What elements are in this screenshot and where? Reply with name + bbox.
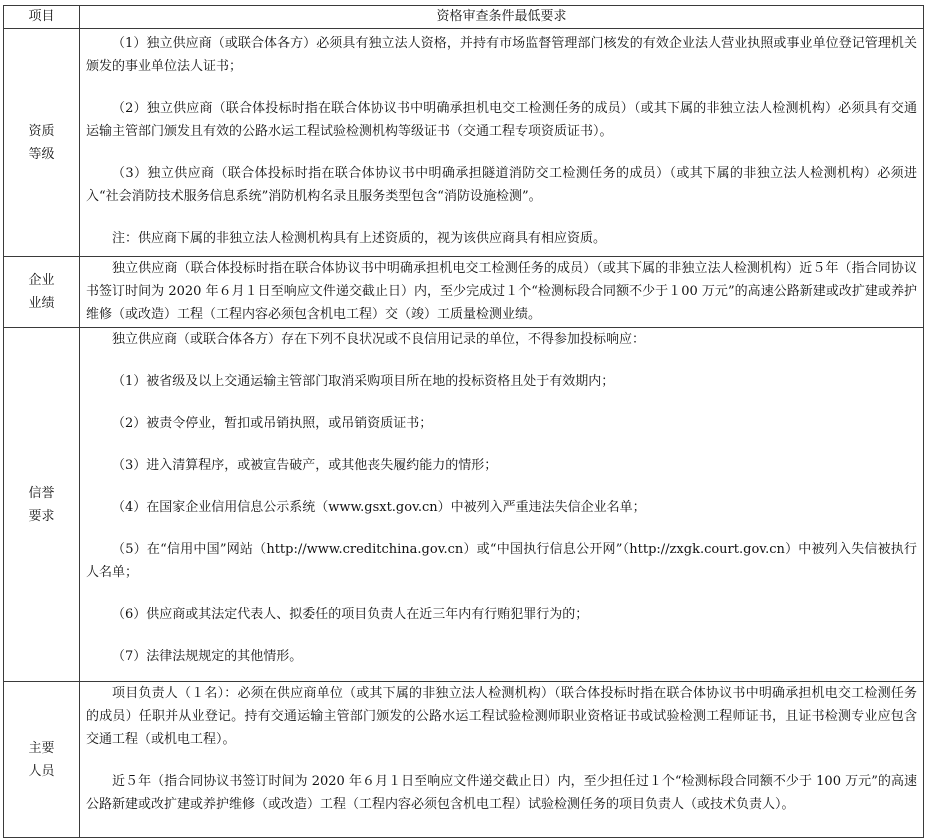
paragraph: （3）独立供应商（联合体投标时指在联合体协议书中明确承担隧道消防交工检测任务的成员）（或其下属的非独立法人检测机构）必须进入“社会消防技术服务信息系统”消防机构名录且服务类型包含“消防设施检测”。: [86, 166, 917, 204]
requirements-cell: [80, 682, 924, 838]
paragraph: （2）独立供应商（联合体投标时指在联合体协议书中明确承担机电交工检测任务的成员）（或其下属的非独立法人检测机构）必须具有交通运输主管部门颁发且有效的公路水运工程试验检测机构等级证书（交通工程专项资质证书）。: [86, 101, 917, 139]
header-item: 项目: [4, 6, 80, 29]
paragraph: （1）独立供应商（或联合体各方）必须具有独立法人资格，并持有市场监督管理部门核发的有效企业法人营业执照或事业单位登记管理机关颁发的事业单位法人证书；: [86, 36, 917, 74]
header-requirements: 资格审查条件最低要求: [80, 6, 924, 29]
item-cell: 主要 人员: [4, 682, 80, 838]
table-row-qualification: [4, 29, 924, 257]
paragraph: 独立供应商（联合体投标时指在联合体协议书中明确承担机电交工检测任务的成员）（或其下属的非独立法人检测机构）近５年（指合同协议书签订时间为 2020 年６月１日至响应文件递交截止日）内，至少完成过１个“检测标段合同额不少于１00 万元”的高速公路新建或改扩建或养护维修（或改造）工程（工程内容必须包含机电工程）交（竣）工质量检测业绩。: [86, 261, 917, 322]
table-header-row: [4, 6, 924, 29]
paragraph: （2）被责令停业，暂扣或吊销执照，或吊销资质证书；: [112, 416, 433, 431]
paragraph: 近５年（指合同协议书签订时间为 2020 年６月１日至响应文件递交截止日）内，至少担任过１个“检测标段合同额不少于 100 万元”的高速公路新建或改扩建或养护维修（或改造）工程（工程内容必须包含机电工程）试验检测任务的项目负责人（或技术负责人）。: [86, 774, 917, 812]
requirements-cell: [80, 29, 924, 257]
requirements-cell: [80, 328, 924, 682]
paragraph: 注：供应商下属的非独立法人检测机构具有上述资质的，视为该供应商具有相应资质。: [112, 231, 607, 246]
paragraph: （5）在“信用中国”网站（http://www.creditchina.gov.cn）或“中国执行信息公开网”（http://zxgk.court.gov.cn）中被列入失信被执行人名单；: [86, 542, 917, 580]
paragraph: （7）法律法规规定的其他情形。: [112, 649, 303, 664]
paragraph: （4）在国家企业信用信息公示系统（www.gsxt.gov.cn）中被列入严重违法失信企业名单；: [112, 500, 646, 515]
table-row-performance: [4, 257, 924, 328]
paragraph: （3）进入清算程序，或被宣告破产，或其他丧失履约能力的情形；: [112, 458, 498, 473]
item-cell: 信誉 要求: [4, 328, 80, 682]
qualification-table: [3, 5, 924, 838]
table-row-personnel: [4, 682, 924, 838]
paragraph: （6）供应商或其法定代表人、拟委任的项目负责人在近三年内有行贿犯罪行为的；: [112, 607, 589, 622]
item-cell: 资质 等级: [4, 29, 80, 257]
paragraph: 项目负责人（１名）：必须在供应商单位（或其下属的非独立法人检测机构）（联合体投标时指在联合体协议书中明确承担机电交工检测任务的成员）任职并从业登记。持有交通运输主管部门颁发的公路水运工程试验检测师职业资格证书或试验检测工程师证书，且证书检测专业应包含交通工程（或机电工程）。: [86, 686, 917, 747]
paragraph: （1）被省级及以上交通运输主管部门取消采购项目所在地的投标资格且处于有效期内；: [112, 374, 615, 389]
paragraph: 独立供应商（或联合体各方）存在下列不良状况或不良信用记录的单位，不得参加投标响应：: [112, 332, 646, 347]
requirements-cell: [80, 257, 924, 328]
item-cell: 企业 业绩: [4, 257, 80, 328]
table-row-credit: [4, 328, 924, 682]
